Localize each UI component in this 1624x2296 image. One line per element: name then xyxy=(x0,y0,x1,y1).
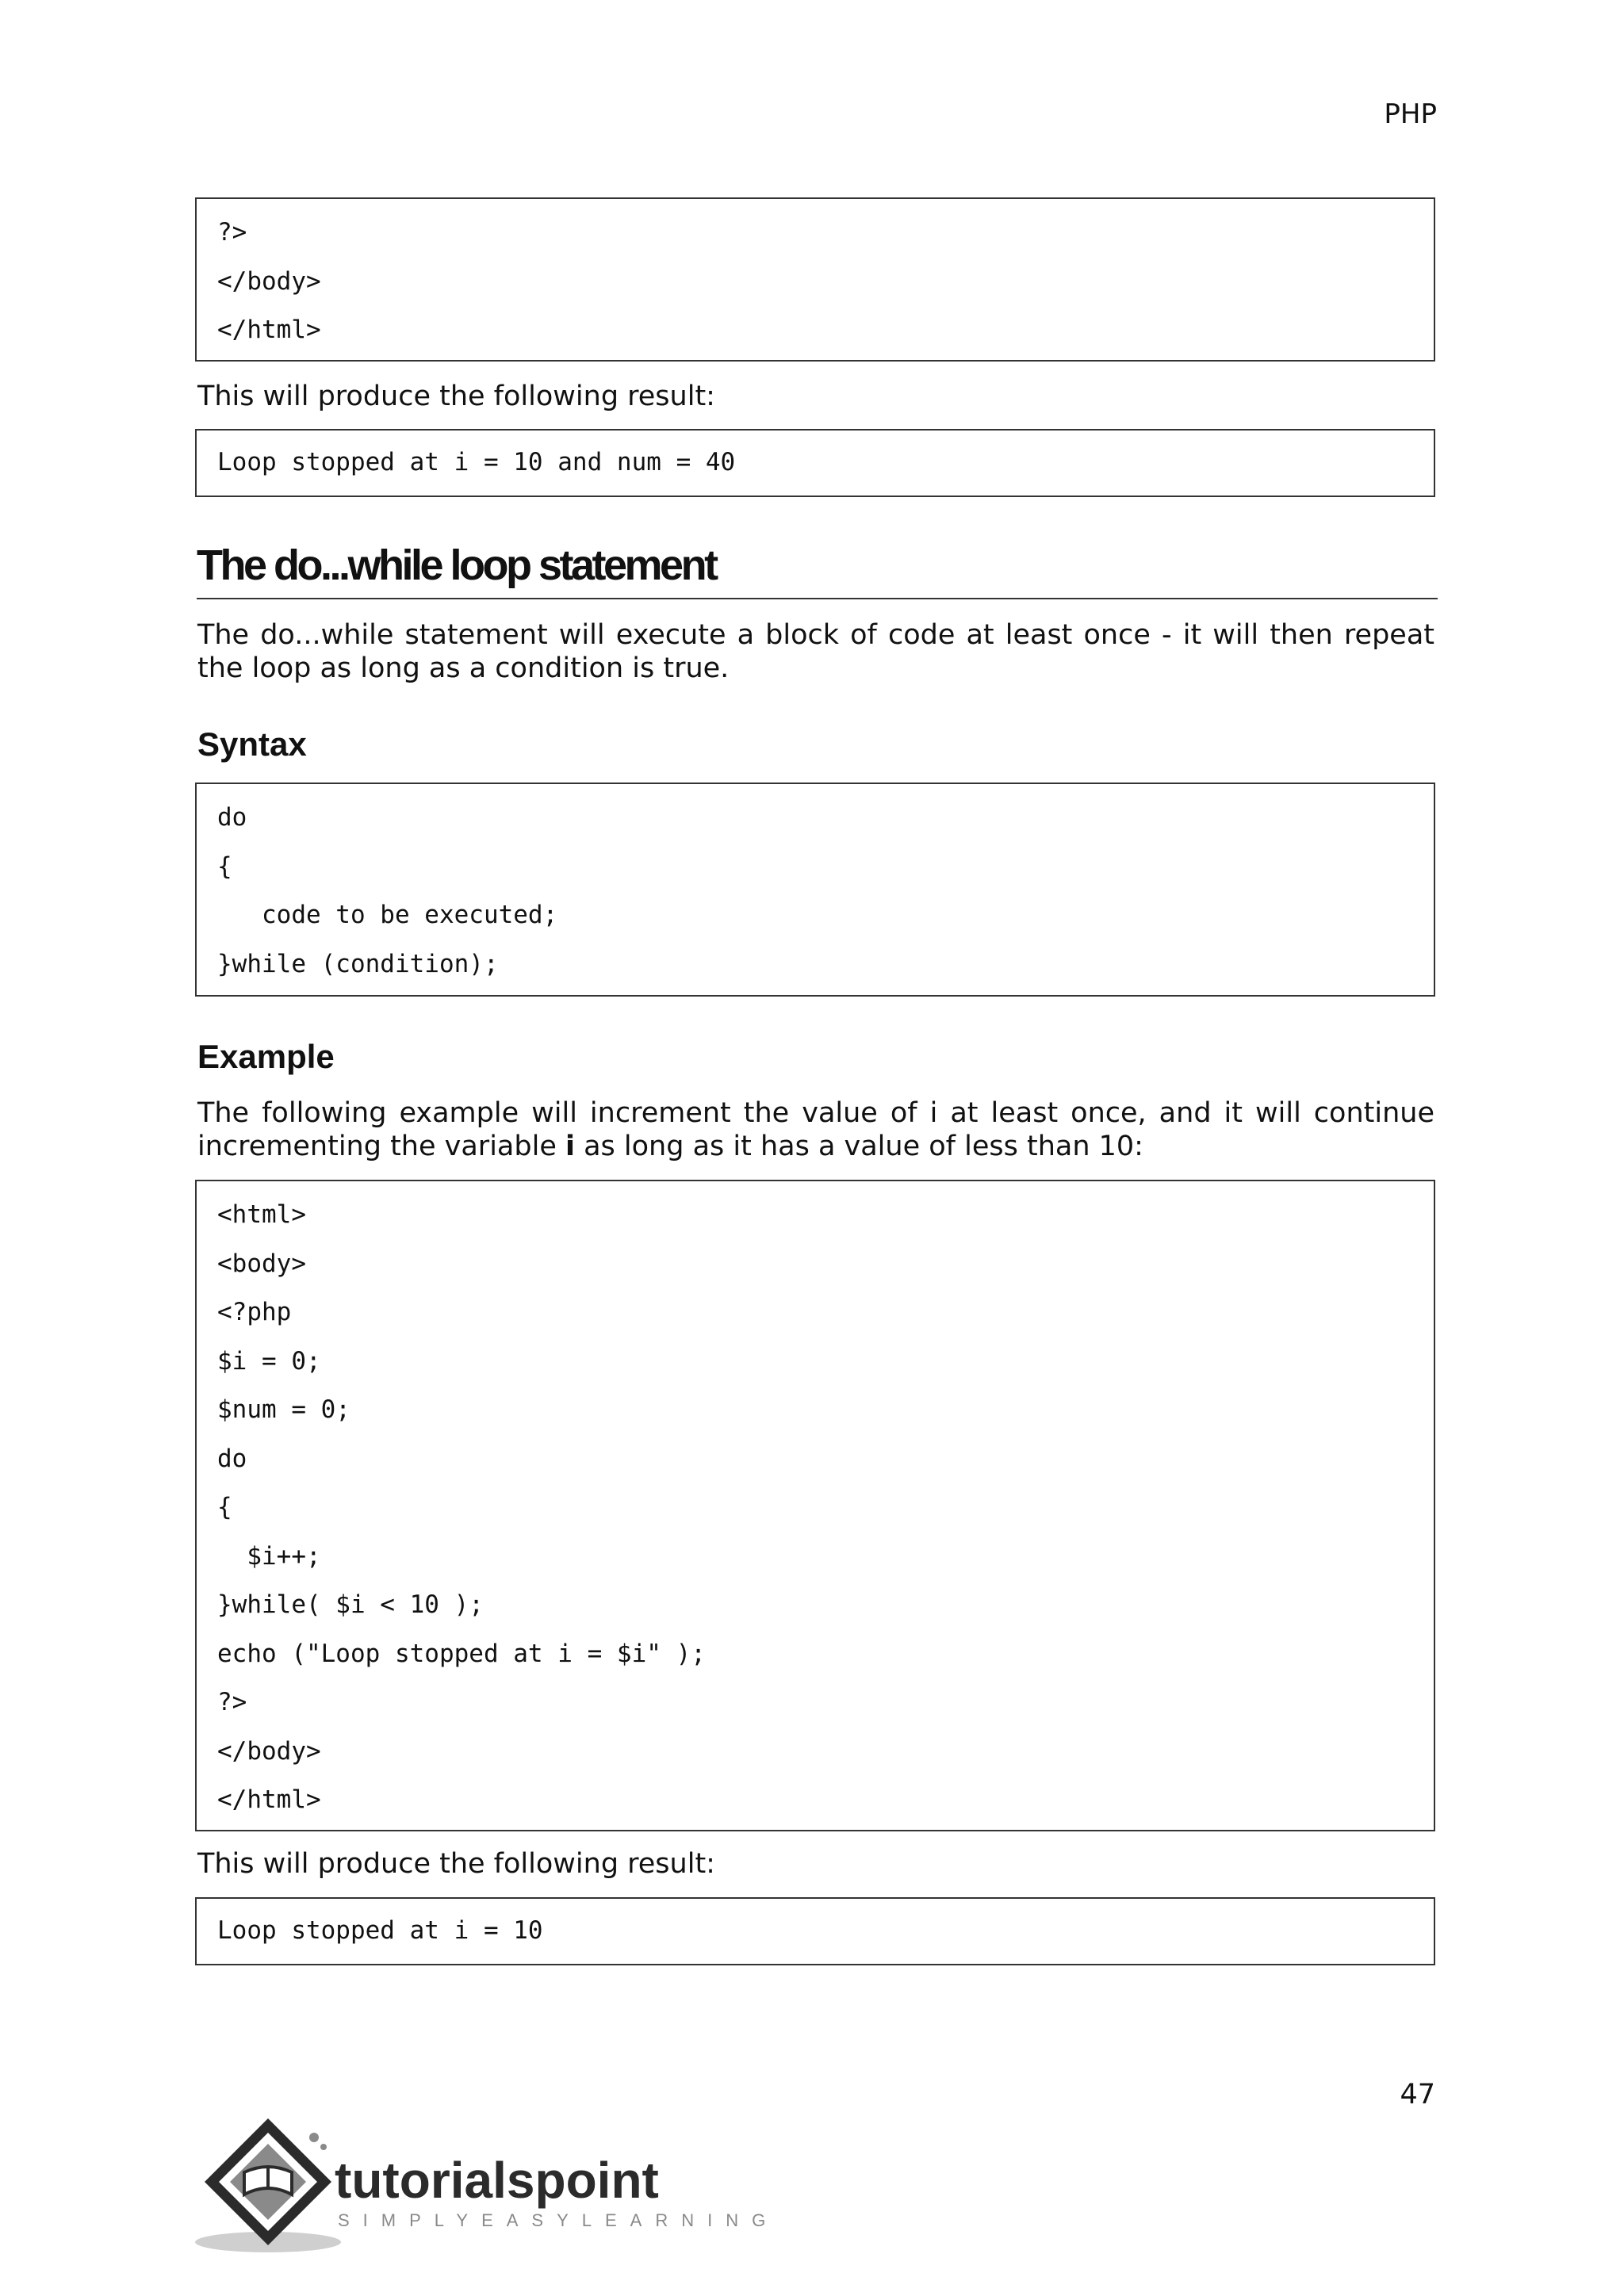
code-line: </html> xyxy=(217,316,321,344)
code-line: <html> xyxy=(217,1200,306,1229)
code-line: $i = 0; xyxy=(217,1346,321,1376)
code-line: echo ("Loop stopped at i = $i" ); xyxy=(217,1639,706,1668)
result-intro: This will produce the following result: xyxy=(197,381,715,412)
example-heading: Example xyxy=(197,1038,335,1075)
result-line: Loop stopped at i = 10 and num = 40 xyxy=(217,448,736,476)
logo-dot xyxy=(309,2133,319,2142)
code-line: $i++; xyxy=(217,1541,321,1571)
code-line: ?> xyxy=(217,1688,247,1716)
code-line: $num = 0; xyxy=(217,1395,350,1424)
example-text-after: as long as it has a value of less than 10: xyxy=(574,1131,1143,1162)
syntax-heading: Syntax xyxy=(197,725,307,763)
syntax-code-block xyxy=(195,783,1435,997)
page-number: 47 xyxy=(1400,2079,1435,2110)
code-block-continuation xyxy=(195,197,1435,362)
example-text-before: The following example will increment the value of i at least once, and it will continue incrementing the variable xyxy=(197,1097,1434,1162)
code-line: { xyxy=(217,1493,232,1521)
example-code-block xyxy=(195,1180,1435,1831)
code-line: </body> xyxy=(217,266,321,296)
code-line: do xyxy=(217,1444,247,1473)
code-line: </html> xyxy=(217,1785,321,1814)
result-box xyxy=(195,429,1435,497)
code-line: do xyxy=(217,803,247,832)
logo-dot xyxy=(320,2144,327,2150)
result-box xyxy=(195,1897,1435,1965)
code-line: <body> xyxy=(217,1249,306,1278)
example-description xyxy=(197,1096,1434,1163)
code-line: </body> xyxy=(217,1736,321,1766)
code-line: { xyxy=(217,851,232,881)
code-line: code to be executed; xyxy=(217,901,558,929)
running-header: PHP xyxy=(1384,98,1437,130)
code-line: }while (condition); xyxy=(217,949,499,978)
logo-tagline: SIMPLYEASYLEARNING xyxy=(338,2210,779,2230)
section-intro: The do...while statement will execute a block of code at least once - it will then repeat the loop as long as a condition is true. xyxy=(197,619,1434,684)
code-line: <?php xyxy=(217,1298,292,1326)
result-line: Loop stopped at i = 10 xyxy=(217,1916,543,1945)
example-text-bold: i xyxy=(565,1131,575,1162)
logo-wordmark: tutorialspoint xyxy=(335,2152,659,2209)
result-intro: This will produce the following result: xyxy=(197,1848,715,1880)
code-line: }while( $i < 10 ); xyxy=(217,1590,484,1619)
section-title: The do...while loop statement xyxy=(197,541,1438,599)
code-line: ?> xyxy=(217,218,247,247)
tutorialspoint-logo xyxy=(195,2109,779,2260)
